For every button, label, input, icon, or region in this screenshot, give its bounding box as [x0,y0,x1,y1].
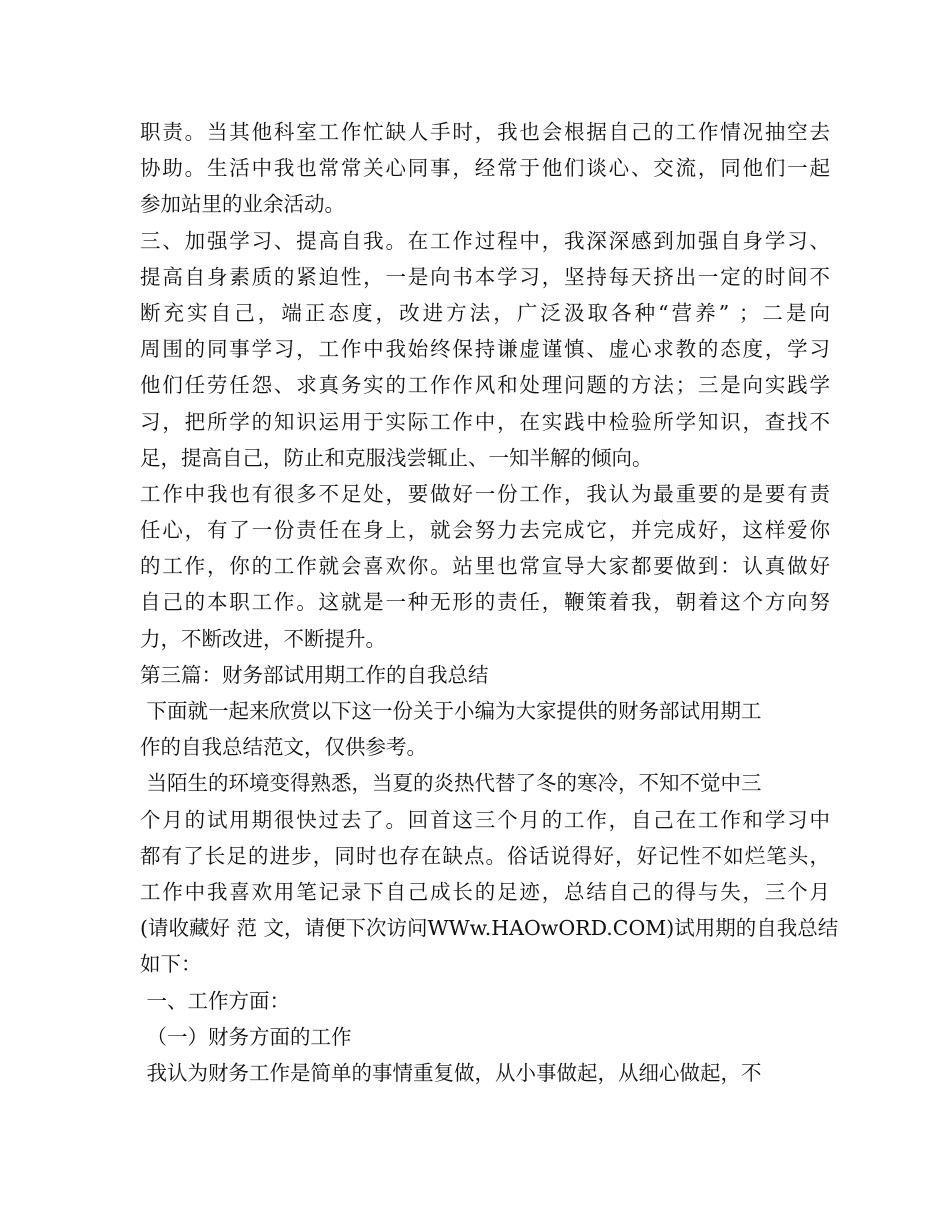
text-line: 第三篇：财务部试用期工作的自我总结 [140,662,489,687]
text-line: （一）财务方面的工作 [140,1024,352,1049]
text-line: 职责。当其他科室工作忙缺人手时，我也会根据自己的工作情况抽空去 [140,120,830,144]
text-line: 参加站里的业余活动。 [140,192,345,217]
text-line: 当陌生的环境变得熟悉，当夏的炎热代替了冬的寒冷，不知不觉中三 [140,771,762,796]
text-line: 三、加强学习、提高自我。在工作过程中，我深深感到加强自身学习、 [140,228,830,253]
text-line: 自己的本职工作。这就是一种无形的责任，鞭策着我，朝着这个方向努 [140,590,830,615]
text-line: 我认为财务工作是简单的事情重复做，从小事做起，从细心做起，不 [140,1060,762,1085]
text-line: 工作中我喜欢用笔记录下自己成长的足迹，总结自己的得与失，三个月 [140,879,830,904]
text-line: 周围的同事学习，工作中我始终保持谦虚谨慎、虚心求教的态度，学习 [140,337,830,362]
text-line: 都有了长足的进步，同时也存在缺点。俗话说得好，好记性不如烂笔头， [140,843,830,868]
text-line: 下面就一起来欣赏以下这一份关于小编为大家提供的财务部试用期工 [140,699,762,723]
text-line: (请收藏好 范 文，请便下次访问WWw.HAOwORD.COM)试用期的自我总结 [140,916,839,941]
text-line: 足，提高自己，防止和克服浅尝辄止、一知半解的倾向。 [140,445,653,470]
document-body [140,114,839,1091]
text-line: 他们任劳任怨、求真务实的工作作风和处理问题的方法；三是向实践学 [140,373,830,398]
text-line: 一、工作方面： [140,988,291,1013]
text-line: 习，把所学的知识运用于实际工作中，在实践中检验所学知识，查找不 [140,409,830,434]
text-line: 力，不断改进，不断提升。 [140,626,386,651]
text-line: 断充实自己，端正态度，改进方法，广泛汲取各种“营养” ；二是向 [140,300,830,325]
text-line: 个月的试用期很快过去了。回首这三个月的工作，自己在工作和学习中 [140,807,830,832]
text-line: 的工作，你的工作就会喜欢你。站里也常宣导大家都要做到：认真做好 [140,554,830,579]
text-line: 作的自我总结范文，仅供参考。 [140,735,427,760]
text-line: 任心，有了一份责任在身上，就会努力去完成它，并完成好，这样爱你 [140,518,830,543]
text-line: 工作中我也有很多不足处，要做好一份工作，我认为最重要的是要有责 [140,481,830,506]
text-line: 如下： [140,952,202,977]
text-line: 提高自身素质的紧迫性，一是向书本学习，坚持每天挤出一定的时间不 [140,264,830,289]
text-line: 协助。生活中我也常常关心同事，经常于他们谈心、交流，同他们一起 [140,156,830,181]
